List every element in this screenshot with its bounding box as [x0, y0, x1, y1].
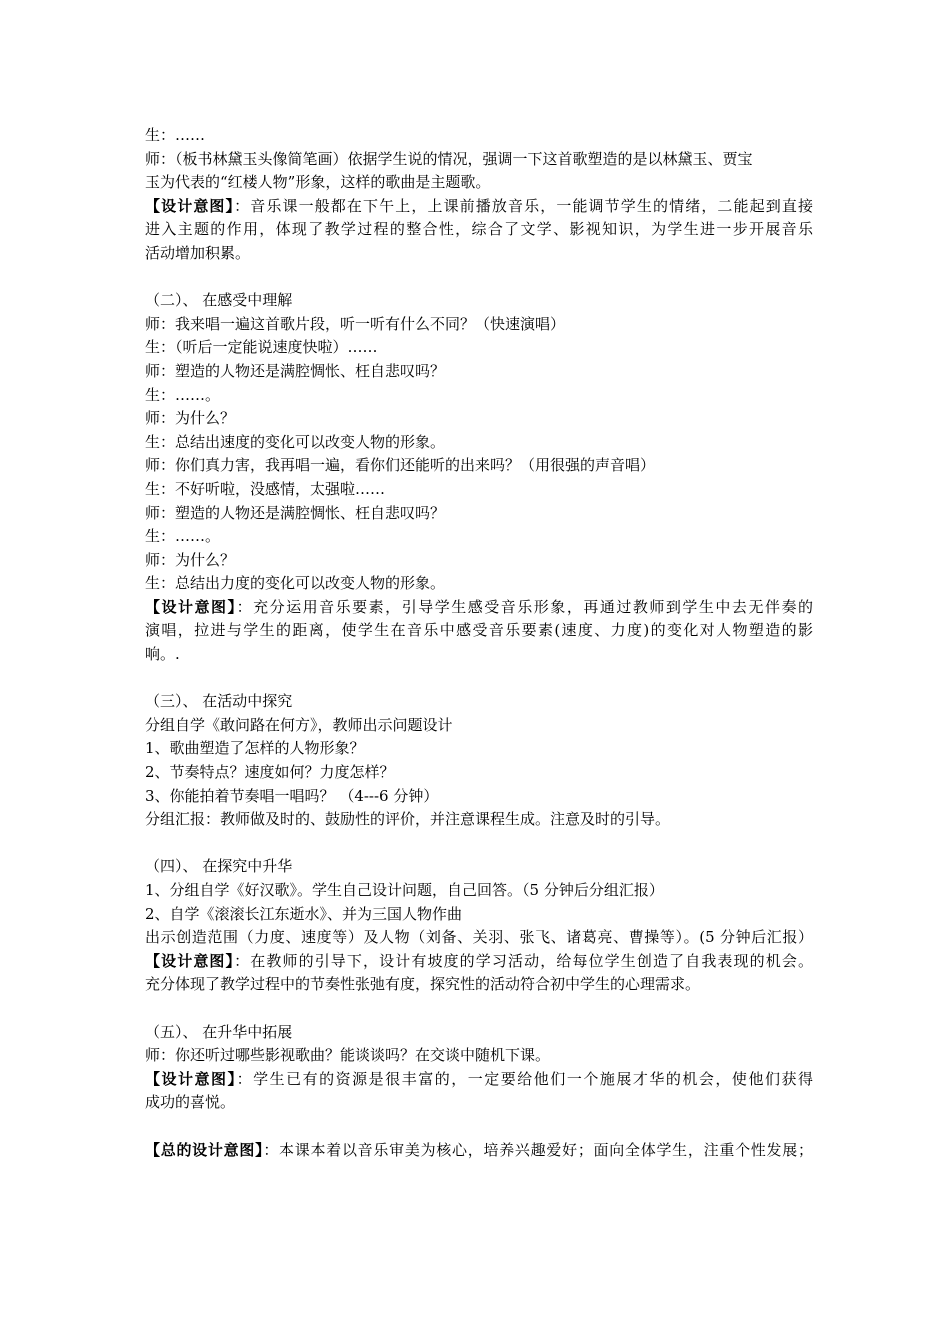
design-intent-text: ：学生已有的资源是很丰富的，一定要给他们一个施展才华的机会，使他们获得: [236, 1069, 813, 1088]
dialogue-line: 生：总结出力度的变化可以改变人物的形象。: [145, 574, 446, 593]
paragraph-gap: [145, 832, 813, 856]
document-body: [145, 124, 813, 1162]
design-intent-paragraph: [145, 195, 813, 219]
design-intent-paragraph: [145, 950, 813, 974]
text-line: 分组汇报：教师做及时的、鼓励性的评价，并注意课程生成。注意及时的引导。: [145, 810, 671, 829]
dialogue-line: 生：总结出速度的变化可以改变人物的形象。: [145, 432, 446, 451]
text-line: 响。.: [145, 645, 180, 664]
text-line: 1、分组自学《好汉歌》。学生自己设计问题，自己回答。（5 分钟后分组汇报）: [145, 881, 664, 899]
text-line: 分组自学《敢问路在何方》，教师出示问题设计: [145, 715, 453, 734]
summary-text: ：本课本着以音乐审美为核心，培养兴趣爱好；面向全体学生，注重个性发展；: [263, 1140, 813, 1159]
design-intent-paragraph: [145, 596, 813, 620]
paragraph-gap: [145, 997, 813, 1021]
dialogue-line: 师：你们真力害，我再唱一遍，看你们还能听的出来吗？（用很强的声音唱）: [145, 456, 656, 475]
paragraph-gap: [145, 1115, 813, 1139]
design-intent-paragraph: [145, 1068, 813, 1092]
section-heading: （五）、 在升华中拓展: [145, 1022, 293, 1041]
section-heading: （四）、 在探究中升华: [145, 857, 293, 876]
text-line: 2、节奏特点？速度如何？力度怎样？: [145, 763, 395, 782]
paragraph-gap: [145, 266, 813, 290]
text-line: 成功的喜悦。: [145, 1093, 236, 1112]
design-intent-text: ：在教师的引导下，设计有坡度的学习活动，给每位学生创造了自我表现的机会。: [234, 951, 813, 970]
text-line: 进入主题的作用，体现了教学过程的整合性，综合了文学、影视知识，为学生进一步开展音乐: [145, 220, 813, 239]
dialogue-line: 生：不好听啦，没感情，太强啦……: [145, 479, 386, 498]
text-line: 生：……: [145, 126, 206, 144]
dialogue-line: 师：我来唱一遍这首歌片段，听一听有什么不同？（快速演唱）: [145, 314, 566, 333]
design-intent-label: 【设计意图】: [145, 196, 235, 215]
text-line: 1、歌曲塑造了怎样的人物形象？: [145, 739, 365, 758]
summary-paragraph: [145, 1139, 813, 1163]
text-line: 活动增加积累。: [145, 243, 251, 262]
dialogue-line: 师：为什么？: [145, 550, 236, 569]
dialogue-line: 师：塑造的人物还是满腔惆怅、枉自悲叹吗？: [145, 361, 446, 380]
text-line: 师：（板书林黛玉头像简笔画）依据学生说的情况，强调一下这首歌塑造的是以林黛玉、贾宝: [145, 149, 753, 168]
dialogue-line: 生：（听后一定能说速度快啦）……: [145, 338, 378, 357]
text-line: 充分体现了教学过程中的节奏性张弛有度，探究性的活动符合初中学生的心理需求。: [145, 975, 701, 994]
design-intent-label: 【设计意图】: [145, 951, 235, 970]
text-line: 玉为代表的“红楼人物”形象，这样的歌曲是主题歌。: [145, 173, 491, 192]
section-heading: （二）、 在感受中理解: [145, 291, 293, 310]
section-heading: （三）、 在活动中探究: [145, 692, 293, 711]
design-intent-text: ：充分运用音乐要素，引导学生感受音乐形象，再通过教师到学生中去无伴奏的: [236, 597, 813, 616]
summary-label: 【总的设计意图】: [145, 1140, 264, 1159]
text-line: 3、你能拍着节奏唱一唱吗？ （4---6 分钟）: [145, 786, 439, 805]
dialogue-line: 师：为什么？: [145, 409, 236, 428]
text-line: 出示创造范围（力度、速度等）及人物（刘备、关羽、张飞、诸葛亮、曹操等）。(5 分钟后汇报）: [145, 928, 813, 947]
paragraph-gap: [145, 667, 813, 691]
design-intent-label: 【设计意图】: [145, 1069, 237, 1088]
dialogue-line: 生：……。: [145, 527, 221, 546]
design-intent-text: ：音乐课一般都在下午上，上课前播放音乐，一能调节学生的情绪，二能起到直接: [234, 196, 813, 215]
dialogue-line: 师：塑造的人物还是满腔惆怅、枉自悲叹吗？: [145, 503, 446, 522]
dialogue-line: 生：……。: [145, 385, 221, 404]
design-intent-label: 【设计意图】: [145, 597, 237, 616]
text-line: 演唱，拉进与学生的距离，使学生在音乐中感受音乐要素(速度、力度)的变化对人物塑造的影: [145, 621, 813, 640]
text-line: 2、自学《滚滚长江东逝水》、并为三国人物作曲: [145, 904, 463, 923]
dialogue-line: 师：你还听过哪些影视歌曲？能谈谈吗？在交谈中随机下课。: [145, 1046, 551, 1065]
